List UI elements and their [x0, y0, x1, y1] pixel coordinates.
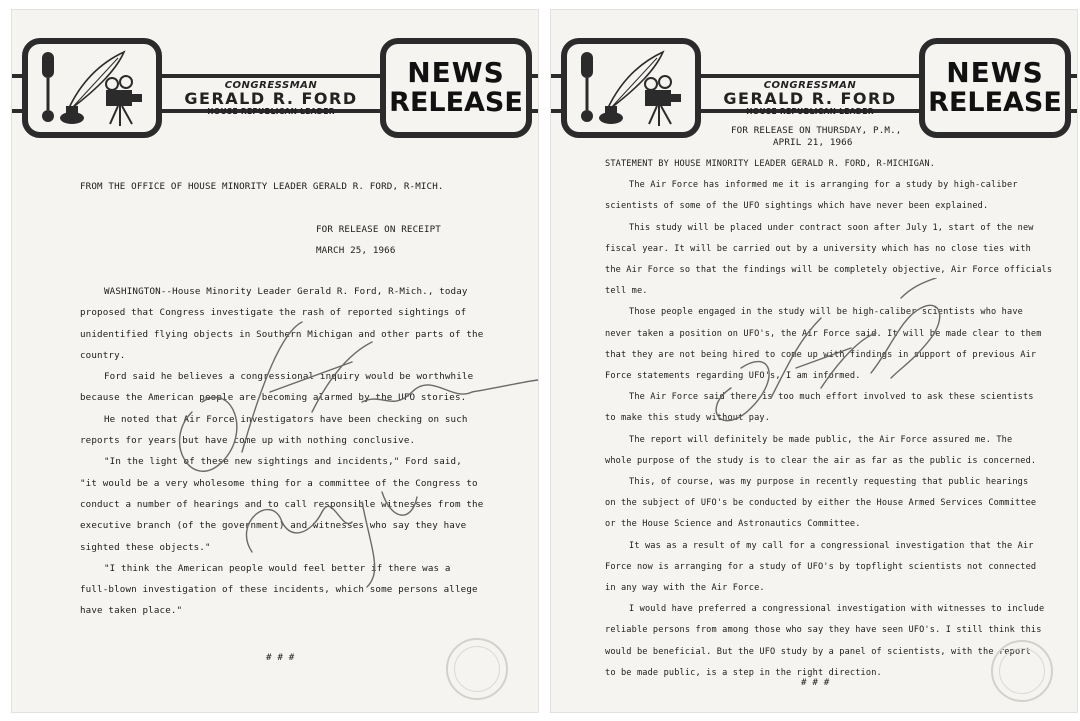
body-line: Force now is arranging for a study of UFO's by topflight scientists not connected [605, 561, 1037, 572]
body-line: The Air Force has informed me it is arranging for a study by high-caliber [629, 180, 1018, 191]
movie-camera-icon [645, 76, 681, 126]
body-line: or the House Science and Astronautics Committee. [605, 519, 861, 530]
letterhead-name: GERALD R. FORD [723, 89, 897, 108]
letterhead [12, 36, 538, 166]
body-line: "I think the American people would feel better if there was a [104, 562, 451, 574]
body-line: have taken place." [80, 605, 183, 617]
body-line: The Air Force said there is too much effort involved to ask these scientists [629, 392, 1034, 403]
news-release-badge [919, 38, 1071, 138]
body-line: tell me. [605, 286, 648, 297]
body-line: This study will be placed under contract soon after July 1, start of the new [629, 222, 1034, 233]
body-line: in any way with the Air Force. [605, 583, 765, 594]
library-stamp-icon [446, 638, 508, 700]
body-line: proposed that Congress investigate the rash of reported sightings of [80, 307, 467, 319]
body-line: because the American people are becoming alarmed by the UFO stories. [80, 392, 467, 404]
body-line: reports for years but have come up with nothing conclusive. [80, 435, 416, 447]
press-release-page-left [12, 10, 538, 712]
end-mark: # # # [801, 677, 830, 688]
press-release-page-right [551, 10, 1077, 712]
inkwell-icon [599, 106, 623, 124]
press-release-body [80, 281, 483, 622]
body-line: executive branch (of the government) and witnesses who say they have [80, 520, 467, 532]
microphone-icon [42, 52, 54, 122]
body-line: on the subject of UFO's be conducted by either the House Armed Services Committee [605, 498, 1037, 509]
body-line: Those people engaged in the study will be high-caliber scientists who have [629, 307, 1023, 318]
movie-camera-icon [106, 76, 142, 126]
body-line: He noted that Air Force investigators have been checking on such [104, 413, 468, 425]
letterhead-title [701, 80, 919, 116]
news-release-badge [380, 38, 532, 138]
from-line: FROM THE OFFICE OF HOUSE MINORITY LEADER GERALD R. FORD, R-MICH. [80, 181, 444, 192]
body-line: conduct a number of hearings and to call responsible witnesses from the [80, 498, 484, 510]
body-line: The report will definitely be made public, the Air Force assured me. The [629, 434, 1013, 445]
release-line: FOR RELEASE ON RECEIPT [316, 224, 441, 235]
news-label: NEWS [946, 56, 1044, 89]
letterhead-name: GERALD R. FORD [184, 89, 358, 108]
release-label: RELEASE [928, 87, 1062, 118]
library-stamp-icon [991, 640, 1053, 702]
body-line: never taken a position on UFO's, the Air Force said. It will be made clear to them [605, 328, 1042, 339]
microphone-icon [581, 52, 593, 122]
statement-line: STATEMENT BY HOUSE MINORITY LEADER GERALD R. FORD, R-MICHIGAN. [605, 159, 936, 169]
letterhead-congressman: CONGRESSMAN [224, 80, 318, 91]
release-line: FOR RELEASE ON THURSDAY, P.M., [731, 125, 902, 136]
body-line: unidentified flying objects in Southern Michigan and other parts of the [80, 328, 484, 340]
body-line: that they are not being hired to come up with findings in support of previous Air [605, 349, 1037, 360]
letterhead-title [162, 80, 380, 116]
inkwell-icon [60, 106, 84, 124]
letterhead-congressman: CONGRESSMAN [763, 80, 857, 91]
release-date: APRIL 21, 1966 [773, 137, 853, 148]
body-line: the Air Force so that the findings will be completely objective, Air Force officials [605, 265, 1053, 276]
letterhead-logo-panel [561, 38, 701, 138]
body-line: full-blown investigation of these incidents, which some persons allege [80, 584, 478, 596]
release-date: MARCH 25, 1966 [316, 245, 396, 256]
body-line: Ford said he believes a congressional inquiry would be worthwhile [104, 371, 474, 383]
body-line: Force statements regarding UFO's, I am informed. [605, 371, 861, 382]
body-line: "it would be a very wholesome thing for a committee of the Congress to [80, 477, 478, 489]
body-line: "In the light of these new sightings and incidents," Ford said, [104, 456, 462, 468]
body-line: fiscal year. It will be carried out by a university which has no close ties with [605, 243, 1031, 254]
release-label: RELEASE [389, 87, 523, 118]
body-line: reliable persons from among those who say they have seen UFO's. I still think this [605, 625, 1042, 636]
body-line: to make this study without pay. [605, 413, 771, 424]
body-line: whole purpose of the study is to clear the air as far as the public is concerned. [605, 455, 1037, 466]
body-line: This, of course, was my purpose in recently requesting that public hearings [629, 477, 1029, 488]
news-label: NEWS [407, 56, 505, 89]
body-line: It was as a result of my call for a congressional investigation that the Air [629, 540, 1034, 551]
letterhead-office: HOUSE REPUBLICAN LEADER [746, 107, 874, 116]
letterhead-logo-panel [22, 38, 162, 138]
end-mark: # # # [266, 652, 295, 663]
statement-body [605, 154, 1052, 684]
letterhead-office: HOUSE REPUBLICAN LEADER [207, 107, 335, 116]
body-line: sighted these objects." [80, 541, 211, 553]
body-line: to be made public, is a step in the right direction. [605, 667, 882, 678]
body-line: scientists of some of the UFO sightings which have never been explained. [605, 201, 989, 212]
body-line: WASHINGTON--House Minority Leader Gerald R. Ford, R-Mich., today [104, 286, 468, 297]
body-line: I would have preferred a congressional investigation with witnesses to include [629, 604, 1045, 615]
body-line: would be beneficial. But the UFO study by a panel of scientists, with the report [605, 646, 1031, 657]
body-line: country. [80, 349, 126, 361]
